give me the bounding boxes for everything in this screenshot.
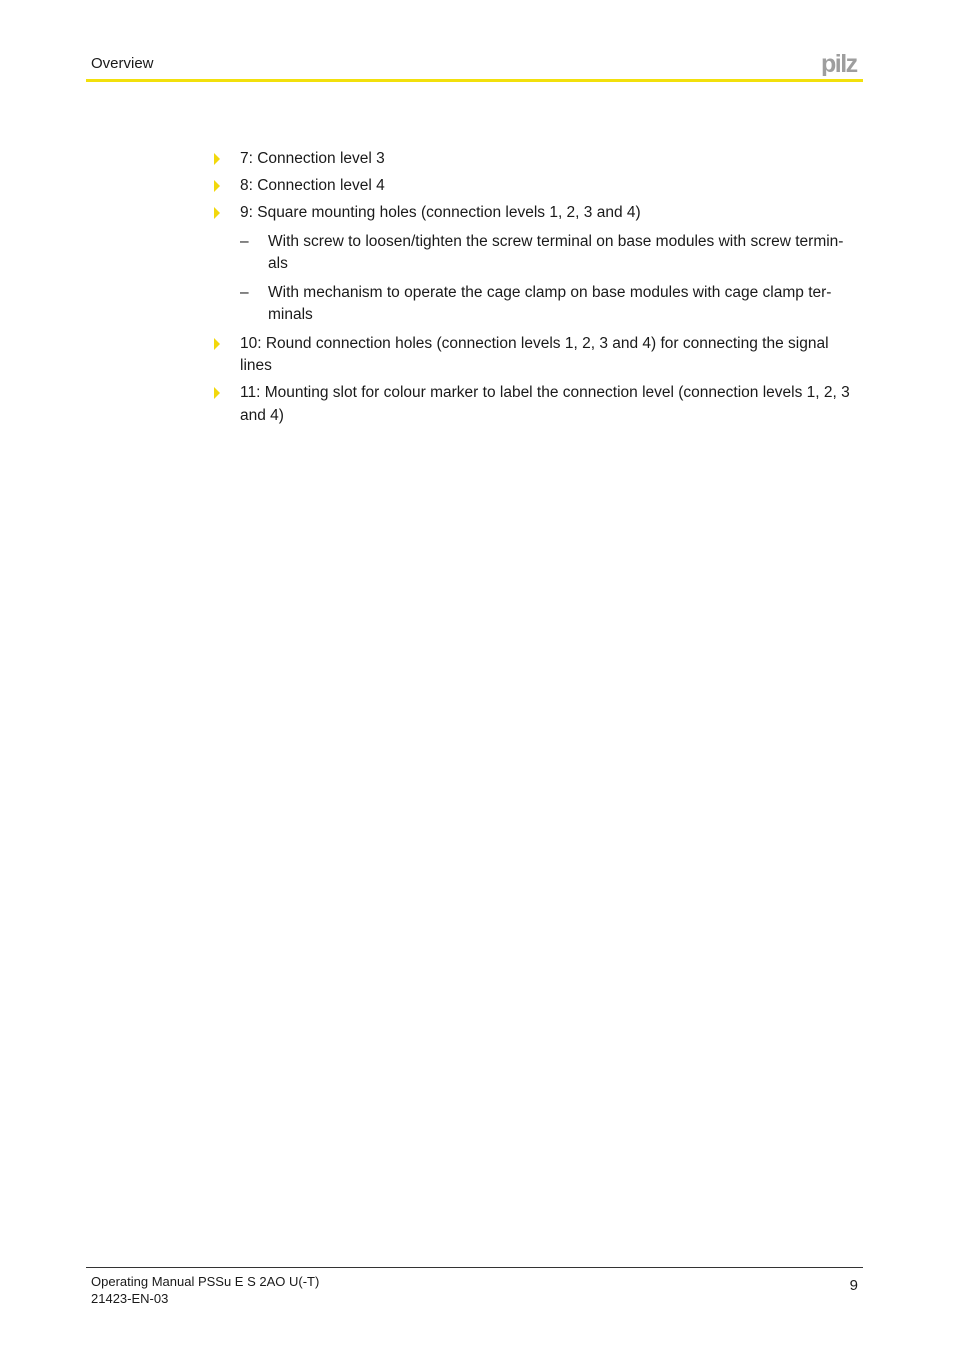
- dash-bullet: –: [240, 232, 249, 250]
- list-item-text: 10: Round connection holes (connection levels 1, 2, 3 and 4) for connecting the signal lines: [240, 334, 829, 374]
- page-number: 9: [849, 1277, 858, 1294]
- list-item: [210, 148, 863, 171]
- document-number: 21423-EN-03: [91, 1291, 169, 1306]
- page-footer: [91, 1273, 319, 1307]
- list-item-text: 8: Connection level 4: [240, 177, 385, 194]
- header-rule: [86, 79, 863, 82]
- arrow-bullet-icon: [214, 387, 220, 399]
- arrow-bullet-icon: [214, 180, 220, 192]
- sub-list-item: [210, 282, 863, 327]
- arrow-bullet-icon: [214, 207, 220, 219]
- page-header: [86, 50, 863, 80]
- svg-text:pilz: pilz: [821, 50, 857, 76]
- sub-list: [210, 231, 863, 327]
- list-item-text: 11: Mounting slot for colour marker to label the connection level (connection levels 1, 2, 3 and 4): [240, 384, 850, 424]
- manual-title: Operating Manual PSSu E S 2AO U(-T): [91, 1274, 320, 1289]
- arrow-bullet-icon: [214, 153, 220, 165]
- list-item: [210, 382, 863, 427]
- dash-bullet: –: [240, 283, 249, 301]
- list-item: [210, 202, 863, 225]
- bullet-list: [210, 148, 863, 432]
- sub-list-item: [210, 231, 863, 276]
- section-title: Overview: [91, 55, 154, 72]
- pilz-logo: [821, 50, 863, 76]
- list-item: [210, 175, 863, 198]
- footer-rule: [86, 1267, 863, 1268]
- list-item: [210, 333, 863, 378]
- arrow-bullet-icon: [214, 338, 220, 350]
- list-item-text: 7: Connection level 3: [240, 150, 385, 167]
- sub-list-item-text: With mechanism to operate the cage clamp on base modules with cage clamp ter- minals: [268, 283, 832, 323]
- list-item-text: 9: Square mounting holes (connection levels 1, 2, 3 and 4): [240, 204, 641, 221]
- sub-list-item-text: With screw to loosen/tighten the screw terminal on base modules with screw termin- als: [268, 232, 844, 272]
